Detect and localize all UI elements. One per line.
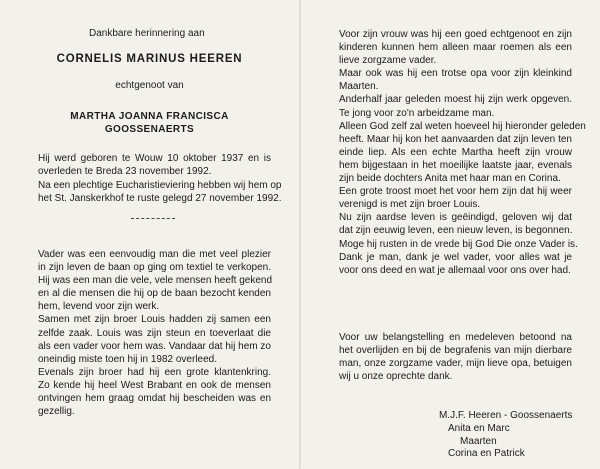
text-line: oneindig miste toen hij in 1982 overleed. xyxy=(38,353,218,365)
text-line: heeft. Maar hij kon het aanvaarden dat zijn leven ten xyxy=(339,133,572,145)
text-line: voor ons deed en wat je allemaal voor ons over had. xyxy=(339,264,571,276)
text-line: ontvingen hem graag omdat hij bescheiden was en xyxy=(38,393,271,405)
signature-line: Anita en Marc xyxy=(448,422,510,434)
signature-line: Maarten xyxy=(460,435,497,447)
text-line: Samen met zijn broer Louis hadden zij samen een xyxy=(38,314,271,326)
left-page xyxy=(0,0,299,469)
right-page xyxy=(301,0,600,469)
text-line: Nu zijn aardse leven is geëindigd, geloven wij dat xyxy=(339,212,572,224)
text-line: wij u onze oprechte dank. xyxy=(339,371,453,383)
intro-text: Dankbare herinnering aan xyxy=(89,28,205,39)
text-line: hem, levend voor zijn werk. xyxy=(38,301,160,313)
text-line: overleden te Breda 23 november 1992. xyxy=(38,166,212,178)
signature-line: M.J.F. Heeren - Goossenaerts xyxy=(439,410,573,421)
signatures xyxy=(439,410,572,461)
text-line: als een vader voor hem was. Vandaar dat hij hem zo xyxy=(38,340,271,352)
text-line: zijn beide dochters Anita met haar man en Corina. xyxy=(339,173,561,185)
text-line: het St. Janskerkhof te ruste gelegd 27 november 1992. xyxy=(38,193,282,205)
text-line: Zo kende hij heel West Brabant en ook de mensen xyxy=(38,379,271,391)
text-line: lieve zorgzame vader. xyxy=(339,55,437,67)
memorial-paragraph xyxy=(339,28,586,277)
text-line: Te jong voor zo'n arbeidzame man. xyxy=(339,107,495,119)
text-line: Dank je man, dank je wel vader, voor alles wat je xyxy=(339,251,572,263)
burial-paragraph xyxy=(38,179,282,205)
text-line: Maar ook was hij een trotse opa voor zijn kleinkind xyxy=(339,68,572,80)
section-divider xyxy=(131,218,175,219)
text-line: Na een plechtige Eucharistieviering hebben wij hem op xyxy=(38,180,282,191)
text-line: Een grote troost moet het voor hem zijn dat hij weer xyxy=(339,186,572,198)
text-line: einde liep. Als een echte Martha heeft zijn vrouw xyxy=(339,146,572,158)
text-line: Anderhalf jaar geleden moest hij zijn werk opgeven. xyxy=(339,94,572,106)
text-line: Hij werd geboren te Wouw 10 oktober 1937 en is xyxy=(38,153,271,164)
spouse-of-text: echtgenoot van xyxy=(115,80,184,91)
deceased-name: CORNELIS MARINUS HEEREN xyxy=(56,53,243,65)
text-line: Alleen God zelf zal weten hoeveel hij hieronder geleden xyxy=(339,120,586,132)
text-line: man, onze zorgzame vader, mijn lieve opa, betuigen xyxy=(339,358,572,370)
text-line: verenigd is met zijn broer Louis. xyxy=(339,199,481,211)
text-line: hem bijgestaan in het moeilijke laatste jaar, evenals xyxy=(339,159,572,171)
text-line: zelfde zaak. Louis was zijn steun en toeverlaat die xyxy=(38,327,271,339)
text-line: Moge hij rusten in de vrede bij God Die onze Vader is. xyxy=(339,238,578,250)
text-line: en al die mensen die hij op de baan bezocht kenden xyxy=(38,288,271,300)
text-line: Voor uw belangstelling en medeleven betoond na xyxy=(339,332,572,343)
biography-paragraph xyxy=(38,248,271,418)
text-line: Vader was een eenvoudig man die met veel plezier xyxy=(38,249,271,260)
text-line: in zijn leven de baan op ging om textiel te verkopen. xyxy=(38,262,271,274)
text-line: Hij was een man die vele, vele mensen heeft gekend xyxy=(38,275,273,287)
text-line: Maarten. xyxy=(339,81,379,93)
spouse-name-line-1: MARTHA JOANNA FRANCISCA xyxy=(70,111,229,122)
text-line: Evenals zijn broer had hij een grote klantenkring. xyxy=(38,366,271,378)
spouse-name-line-2: GOOSSENAERTS xyxy=(104,124,195,135)
text-line: kinderen kunnen hem alleen maar roemen als een xyxy=(339,42,572,54)
text-line: het overlijden en bij de begrafenis van mijn dierbare xyxy=(339,345,572,357)
birth-death-paragraph xyxy=(38,152,271,178)
text-line: Voor zijn vrouw was hij een goed echtgenoot en zijn xyxy=(339,29,572,40)
signature-line: Corina en Patrick xyxy=(448,448,525,460)
thanks-paragraph xyxy=(339,331,572,383)
text-line: dat zijn eeuwig leven, een nieuw leven, is begonnen. xyxy=(339,225,573,237)
text-line: gezellig. xyxy=(38,406,75,418)
